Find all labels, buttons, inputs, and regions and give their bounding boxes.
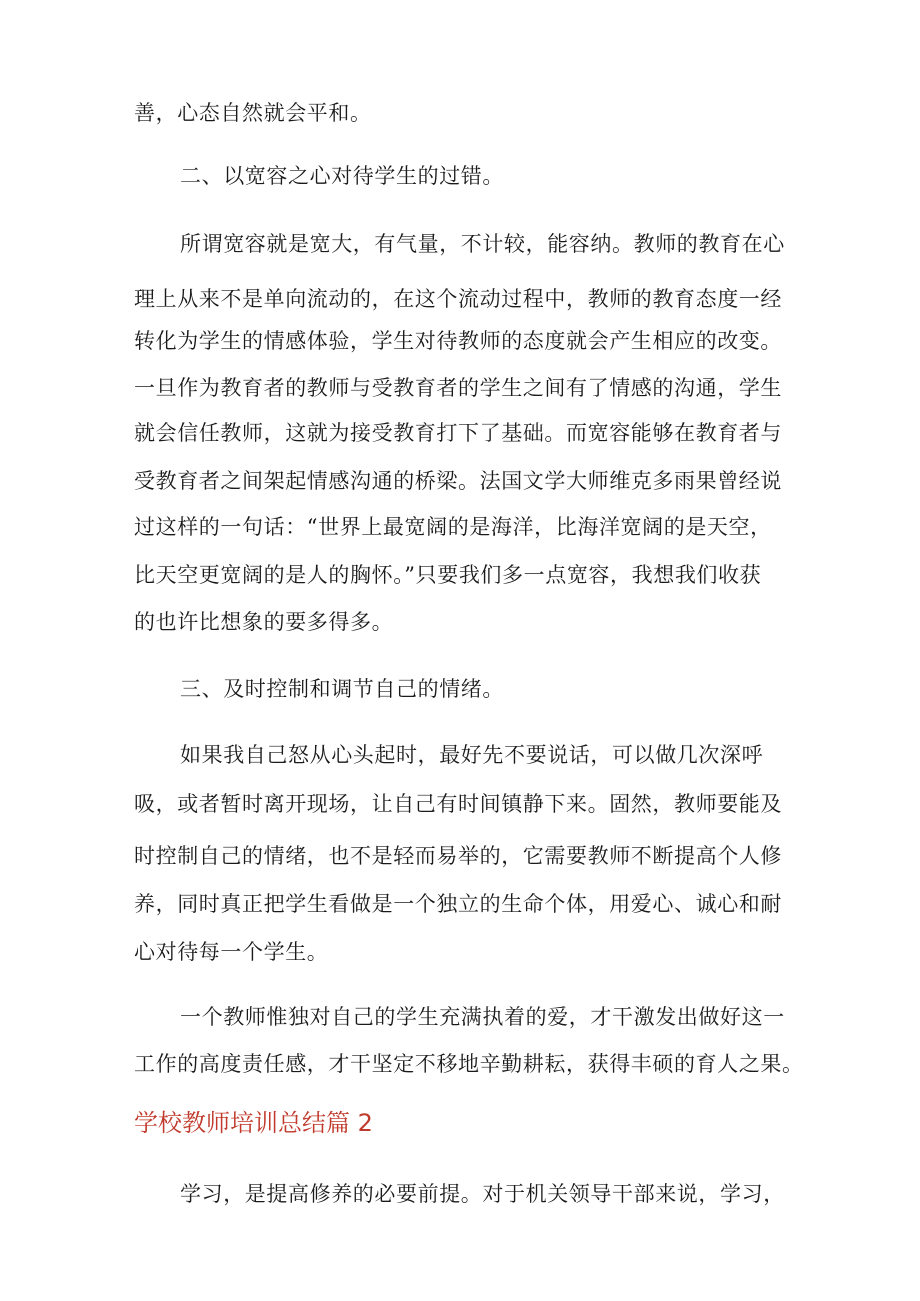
- paragraph-line: 理上从来不是单向流动的，在这个流动过程中，教师的教育态度一经: [134, 287, 782, 311]
- subheading-line: 三、及时控制和调节自己的情绪。: [180, 677, 504, 701]
- paragraph-line: 心对待每一个学生。: [134, 940, 329, 964]
- paragraph-line: 时控制自己的情绪，也不是轻而易举的，它需要教师不断提高个人修: [134, 844, 782, 868]
- paragraph-line: 如果我自己怒从心头起时，最好先不要说话，可以做几次深呼: [180, 743, 764, 767]
- paragraph-line: 养，同时真正把学生看做是一个独立的生命个体，用爱心、诚心和耐: [134, 892, 782, 916]
- paragraph-line: 工作的高度责任感，才干坚定不移地辛勤耕耘，获得丰硕的育人之果。: [134, 1052, 804, 1076]
- paragraph-line: 受教育者之间架起情感沟通的桥梁。法国文学大师维克多雨果曾经说: [134, 469, 782, 493]
- paragraph-line: 一旦作为教育者的教师与受教育者的学生之间有了情感的沟通，学生: [134, 376, 782, 400]
- paragraph-line: 的也许比想象的要多得多。: [134, 610, 394, 634]
- subheading-line: 二、以宽容之心对待学生的过错。: [180, 164, 504, 188]
- section-heading: 学校教师培训总结篇 2: [134, 1109, 373, 1137]
- paragraph-line: 一个教师惟独对自己的学生充满执着的爱，才干激发出做好这一: [180, 1005, 785, 1029]
- paragraph-line: 善，心态自然就会平和。: [134, 101, 372, 125]
- paragraph-line: 就会信任教师，这就为接受教育打下了基础。而宽容能够在教育者与: [134, 421, 782, 445]
- paragraph-line: 所谓宽容就是宽大，有气量，不计较，能容纳。教师的教育在心: [180, 232, 785, 256]
- paragraph-line: 吸，或者暂时离开现场，让自己有时间镇静下来。固然，教师要能及: [134, 792, 782, 816]
- paragraph-line: 学习，是提高修养的必要前提。对于机关领导干部来说，学习，: [180, 1182, 785, 1206]
- paragraph-line: 比天空更宽阔的是人的胸怀。”只要我们多一点宽容，我想我们收获: [134, 563, 762, 587]
- paragraph-line: 转化为学生的情感体验，学生对待教师的态度就会产生相应的改变。: [134, 329, 782, 353]
- paragraph-line: 过这样的一句话：“世界上最宽阔的是海洋，比海洋宽阔的是天空，: [134, 515, 772, 539]
